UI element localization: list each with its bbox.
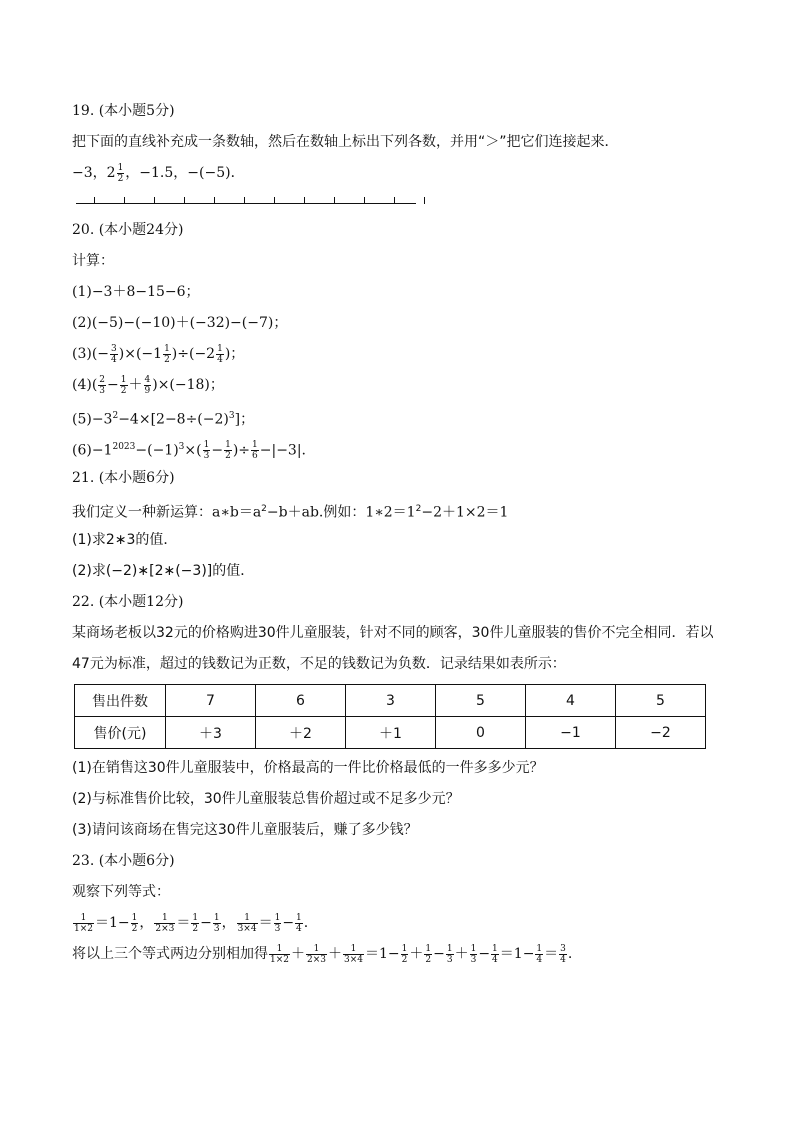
fraction [424, 944, 432, 965]
expr-text: − [433, 946, 445, 962]
q19-instruction: 把下面的直线补充成一条数轴，然后在数轴上标出下列各数，并用“＞”把它们连接起来． [72, 134, 619, 150]
fraction-denominator: 3 [203, 451, 210, 462]
q19-numbers [72, 162, 712, 184]
table-cell: ＋3 [166, 717, 256, 749]
fraction-denominator: 2×3 [307, 954, 326, 965]
fraction-numerator: 1 [296, 912, 302, 923]
fraction-numerator: 3 [560, 943, 566, 954]
fraction-numerator: 1 [192, 912, 199, 923]
sum-expression [268, 943, 573, 965]
fraction-numerator: 1 [131, 912, 138, 923]
expr-text: ， [139, 915, 154, 931]
fraction-numerator: 1 [343, 944, 364, 955]
fraction-denominator: 4 [111, 354, 117, 365]
expr-text: 我们定义一种新运算： [72, 504, 212, 521]
fraction-denominator: 4 [560, 954, 566, 965]
q20-part-6 [72, 436, 712, 462]
exponent: 3 [228, 411, 235, 421]
expr-text: − [282, 915, 295, 931]
fraction [535, 944, 543, 965]
fraction [110, 344, 118, 365]
fraction-numerator: 1 [401, 943, 408, 954]
number-line [76, 193, 712, 209]
q20-part-2: (2)(−5)−(−10)＋(−32)−(−7)； [72, 315, 288, 331]
fraction-denominator: 3×4 [344, 954, 363, 965]
fraction-denominator: 3×4 [237, 923, 257, 934]
table-row [75, 717, 706, 749]
expr-text: ×( [184, 442, 202, 459]
table-cell: 6 [256, 685, 346, 717]
expr-text: ＝1− [95, 915, 130, 931]
fraction [306, 944, 327, 965]
fraction-denominator: 2×3 [155, 923, 175, 934]
fraction-numerator: 1 [217, 343, 223, 354]
expr-text: . [303, 915, 309, 931]
q20-instruction: 计算： [72, 253, 114, 269]
expr-text: ＋ [409, 946, 424, 962]
expr-text: . [567, 946, 573, 962]
expr-text: )； [224, 346, 245, 362]
expr-text: ＝ [544, 946, 559, 962]
fraction [120, 375, 128, 396]
number-line-tick [424, 197, 425, 204]
fraction-numerator: 1 [203, 440, 210, 451]
fraction-numerator: 1 [252, 440, 258, 451]
expr-text: ＋ [328, 946, 342, 962]
expr-text: ＝1− [499, 946, 535, 962]
fraction-denominator: 4 [536, 954, 543, 965]
fraction-denominator: 9 [144, 385, 151, 396]
fraction [224, 440, 232, 461]
fraction-numerator: 1 [536, 943, 543, 954]
fraction [131, 913, 139, 934]
q19-mixed-number [106, 162, 126, 184]
number-line-tick [184, 197, 185, 204]
q21-heading: 21. (本小题6分) [72, 470, 175, 486]
expr-text: ＋ [291, 946, 305, 962]
fraction-denominator: 4 [217, 354, 223, 365]
fraction [274, 913, 282, 934]
expr-text: −4×[2−8÷(−2) [118, 411, 229, 428]
q23-instruction: 观察下列等式： [72, 884, 170, 900]
expr-text: ＝ [258, 915, 273, 931]
fraction [295, 913, 303, 934]
fraction [401, 944, 409, 965]
fraction-denominator: 2 [192, 923, 199, 934]
fraction [191, 913, 199, 934]
fraction-numerator: 1 [237, 913, 258, 924]
fraction-numerator: 1 [154, 913, 175, 924]
fraction [163, 344, 171, 365]
fraction-denominator: 2 [425, 954, 432, 965]
number-line-axis [76, 203, 416, 204]
exam-page [72, 100, 712, 974]
number-line-tick [274, 197, 275, 204]
expr-text: ＝1− [365, 946, 400, 962]
fraction-numerator: 1 [120, 374, 127, 385]
expr-text: a∗b＝a [212, 504, 262, 521]
expr-text: ， [221, 915, 236, 931]
fraction [343, 944, 364, 965]
table-row-label: 售价(元) [75, 717, 166, 749]
fraction-denominator: 3 [446, 954, 453, 965]
expr-text: −(−1) [135, 442, 179, 459]
expr-text: )×(−18)； [152, 377, 224, 393]
expr-text: )×(−1 [118, 346, 163, 362]
q22-text-1: 某商场老板以32元的价格购进30件儿童服装，针对不同的顾客，30件儿童服装的售价不完全相同．若以 [72, 625, 714, 641]
fraction-denominator: 2 [164, 354, 170, 365]
fraction-denominator: 3 [274, 923, 281, 934]
expr-text: ＋ [454, 946, 469, 962]
fraction-numerator: 1 [492, 943, 498, 954]
table-cell: 7 [166, 685, 256, 717]
exponent: 2 [261, 504, 267, 514]
fraction-numerator: 1 [225, 440, 231, 451]
table-row-label: 售出件数 [75, 685, 166, 717]
fraction-numerator: 1 [425, 943, 432, 954]
exponent: 2023 [112, 442, 136, 452]
table-cell: 4 [526, 685, 616, 717]
exponent: 3 [178, 442, 185, 452]
table-cell: −1 [526, 717, 616, 749]
fraction [73, 913, 94, 934]
expr-text: −2＋1×2＝1 [421, 504, 509, 521]
number-line-tick [304, 197, 305, 204]
number-line-tick [394, 197, 395, 204]
q19-mixed-whole: 2 [106, 165, 116, 181]
fraction-denominator: 1×2 [270, 954, 289, 965]
fraction-denominator: 1×2 [74, 923, 93, 934]
expr-text: −|−3|. [259, 442, 307, 459]
expr-text: ]； [234, 411, 255, 428]
q22-part-1: (1)在销售这30件儿童服装中，价格最高的一件比价格最低的一件多多少元？ [72, 760, 544, 776]
table-cell: 5 [616, 685, 706, 717]
fraction [251, 440, 259, 461]
expr-text: ＋ [128, 377, 143, 393]
fraction [154, 913, 175, 934]
q19-fraction [117, 163, 125, 184]
fraction-denominator: 4 [492, 954, 498, 965]
fraction-denominator: 2 [225, 451, 231, 462]
q20-part-4 [72, 374, 712, 396]
fraction-denominator: 6 [252, 451, 258, 462]
q19-numbers-a: −3， [72, 165, 107, 181]
fraction-numerator: 3 [111, 343, 117, 354]
fraction [144, 375, 152, 396]
table-cell: 5 [436, 685, 526, 717]
expr-text: (6)−1 [72, 442, 113, 459]
fraction [446, 944, 454, 965]
fraction [470, 944, 478, 965]
fraction [98, 375, 106, 396]
fraction-numerator: 1 [164, 343, 170, 354]
q23-sum [72, 943, 712, 965]
expr-text: 将以上三个等式两边分别相加得 [72, 946, 268, 962]
exponent: 2 [415, 504, 422, 514]
table-cell: 0 [436, 717, 526, 749]
q22-part-3: (3)请问该商场在售完这30件儿童服装后，赚了多少钱？ [72, 822, 418, 838]
number-line-tick [214, 197, 215, 204]
expr-text: − [107, 377, 119, 393]
exponent: 2 [112, 411, 119, 421]
expr-text: (4)( [72, 377, 98, 393]
fraction-numerator: 1 [269, 944, 290, 955]
number-line-tick [244, 197, 245, 204]
fraction [216, 344, 224, 365]
fraction-denominator: 2 [131, 923, 138, 934]
q23-heading: 23. (本小题6分) [72, 853, 175, 869]
table-cell: −2 [616, 717, 706, 749]
fraction [491, 944, 499, 965]
table-cell: ＋2 [256, 717, 346, 749]
q21-definition [72, 498, 712, 520]
fraction-numerator: 1 [470, 943, 477, 954]
fraction-numerator: 1 [306, 944, 327, 955]
q23-equations [72, 912, 712, 934]
fraction-numerator: 1 [73, 913, 94, 924]
q22-part-2: (2)与标准售价比较，30件儿童服装总售价超过或不足多少元？ [72, 791, 460, 807]
fraction-numerator: 2 [99, 374, 106, 385]
table-row [75, 685, 706, 717]
sales-table [74, 684, 706, 749]
expr-text: (5)−3 [72, 411, 113, 428]
expr-text: − [211, 442, 224, 459]
q20-part-5 [72, 405, 712, 427]
fraction-numerator: 1 [117, 162, 124, 173]
q19-heading: 19. (本小题5分) [72, 103, 175, 119]
q20-part-3 [72, 343, 712, 365]
fraction-denominator: 3 [213, 923, 220, 934]
fraction-denominator: 2 [120, 385, 127, 396]
fraction-numerator: 4 [144, 374, 151, 385]
fraction-denominator: 3 [470, 954, 477, 965]
expr-text: − [200, 915, 212, 931]
number-line-tick [334, 197, 335, 204]
fraction-denominator: 2 [117, 173, 124, 184]
fraction [203, 440, 211, 461]
number-line-tick [154, 197, 155, 204]
fraction [213, 913, 221, 934]
number-line-tick [364, 197, 365, 204]
fraction [269, 944, 290, 965]
expr-text: −b＋ab.例如：1∗2＝1 [266, 504, 416, 521]
q22-text-2: 47元为标准，超过的钱数记为正数，不足的钱数记为负数．记录结果如表所示： [72, 656, 566, 672]
table-cell: ＋1 [346, 717, 436, 749]
fraction-denominator: 3 [99, 385, 106, 396]
q21-part-2: (2)求(−2)∗[2∗(−3)]的值． [72, 563, 255, 579]
fraction-denominator: 4 [296, 923, 302, 934]
q20-part-1: (1)−3＋8−15−6； [72, 284, 200, 300]
expr-text: (3)(− [72, 346, 110, 362]
fraction [237, 913, 258, 934]
expr-text: ＝ [176, 915, 191, 931]
fraction-numerator: 1 [213, 912, 220, 923]
fraction-numerator: 1 [274, 912, 281, 923]
q19-numbers-b: ，−1.5，−(−5)． [125, 165, 245, 181]
expr-text: )÷ [232, 442, 251, 459]
fraction-numerator: 1 [446, 943, 453, 954]
number-line-tick [94, 197, 95, 204]
fraction [559, 944, 567, 965]
expr-text: − [478, 946, 491, 962]
table-cell: 3 [346, 685, 436, 717]
q20-heading: 20. (本小题24分) [72, 222, 184, 238]
fraction-denominator: 2 [401, 954, 408, 965]
number-line-tick [124, 197, 125, 204]
q21-part-1: (1)求2∗3的值． [72, 532, 178, 548]
expr-text: )÷(−2 [171, 346, 216, 362]
q22-heading: 22. (本小题12分) [72, 594, 184, 610]
